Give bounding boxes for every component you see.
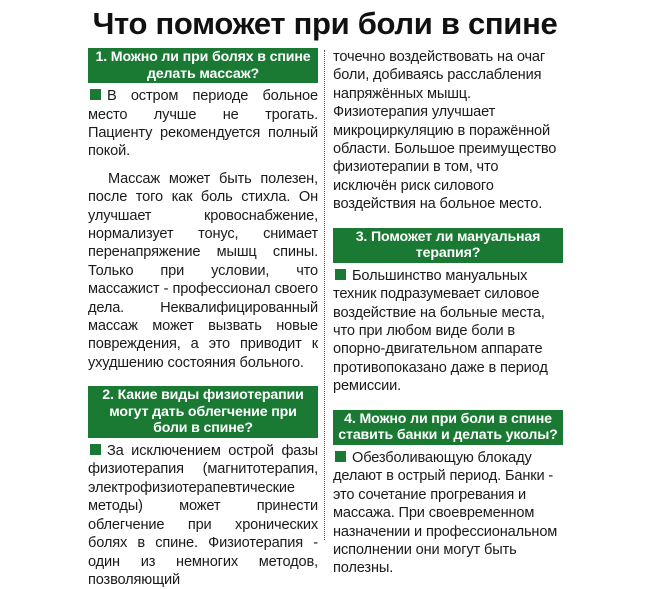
bullet-square-icon — [90, 89, 101, 100]
bullet-square-icon — [335, 269, 346, 280]
article-title: Что поможет при боли в спине — [92, 6, 558, 41]
answer-2-continuation: точечно воздействовать на очаг боли, добиваясь расслабления напряжённых мышц. Физиотерапия улучшает микроциркуляцию в поражённой области. Большое преимущество физиотерапии в том, что исключён риск силового воздействия на больное место. — [333, 49, 557, 213]
answer-1-paragraph-2: Массаж может быть полезен, после того как боль стихла. Он улучшает кровоснабжение, нормализует тонус, снимает перенапряжение мышц спины. Только при условии, что массажист - профессионал своего дела. Неквалифицированный массаж может вызвать новые повреждения, а это приводит к ухудшению состояния больного. — [88, 170, 318, 371]
answer-4-text-1: Обезболивающую блокаду делают в острый период. Банки - это сочетание прогревания и массажа. При своевременном назначении и профессиональном исполнении они могут быть полезны. — [333, 449, 558, 577]
answer-4-paragraph-1 — [333, 449, 563, 578]
answer-3-text-1: Большинство мануальных техник подразумевает силовое воздействие на больные места, что при любом виде боли в опорно-двигательном аппарате противопоказано даже в период ремиссии. — [333, 267, 548, 395]
column-right — [333, 48, 563, 577]
bullet-square-icon — [335, 451, 346, 462]
column-divider — [324, 50, 325, 540]
question-2-heading: 2. Какие виды физиотерапии могут дать облегчение при боли в спине? — [88, 386, 318, 438]
bullet-square-icon — [90, 444, 101, 455]
question-3-heading: 3. Поможет ли мануальная терапия? — [333, 228, 563, 263]
question-1-heading: 1. Можно ли при болях в спине делать массаж? — [88, 48, 318, 83]
answer-3-paragraph-1 — [333, 267, 563, 396]
answer-2-paragraph-1 — [88, 442, 318, 589]
question-4-heading: 4. Можно ли при боли в спине ставить банки и делать уколы? — [333, 410, 563, 445]
column-left — [88, 48, 318, 588]
answer-1-paragraph-1 — [88, 87, 318, 161]
answer-1-text-1: В остром периоде больное место лучше не трогать. Пациенту рекомендуется полный покой. — [88, 88, 318, 160]
answer-2-text-1: За исключением острой фазы физиотерапия (магнитотерапия, электрофизиотерапевтические методы) может принести облегчение при хронических болях в спине. Физиотерапия - один из немногих методов, позволяющий — [88, 443, 318, 588]
